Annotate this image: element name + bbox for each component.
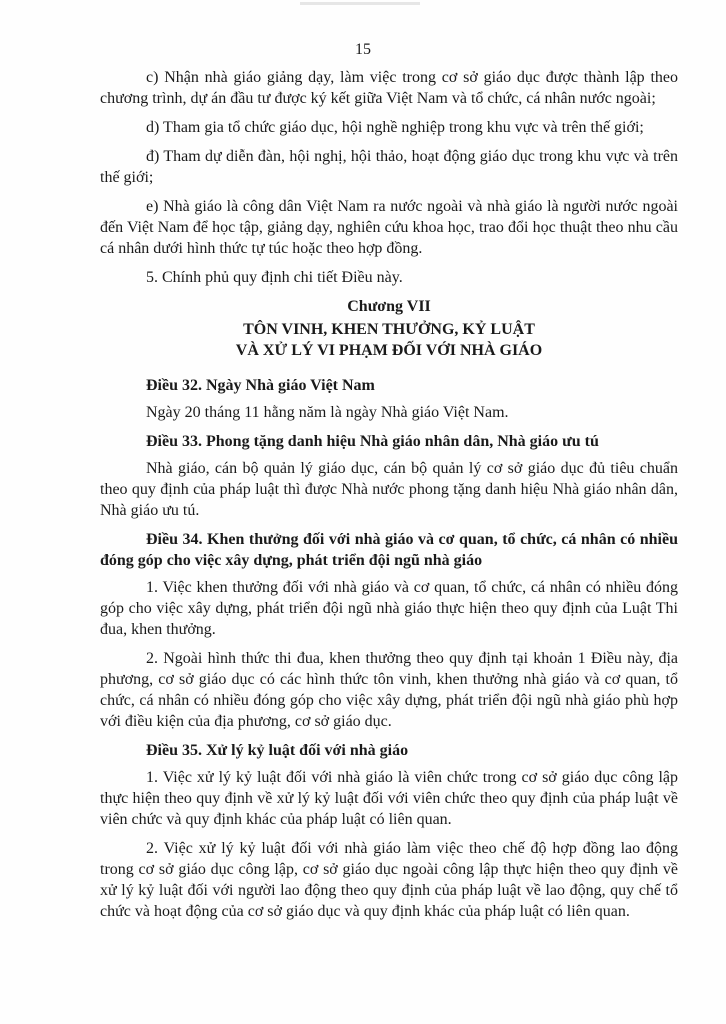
article-35-paragraph-2: 2. Việc xử lý kỷ luật đối với nhà giáo làm việc theo chế độ hợp đồng lao động trong cơ sở giáo dục công lập, cơ sở giáo dục ngoài công lập thực hiện theo quy định về xử lý kỷ luật đối với người lao động theo quy định của pháp luật về lao động, quy chế tổ chức và hoạt động của cơ sở giáo dục và quy định khác của pháp luật có liên quan. bbox=[100, 840, 678, 920]
paragraph-5: 5. Chính phủ quy định chi tiết Điều này. bbox=[146, 269, 403, 286]
paragraph-d: d) Tham gia tổ chức giáo dục, hội nghề nghiệp trong khu vực và trên thế giới; bbox=[146, 119, 644, 136]
article-32-paragraph: Ngày 20 tháng 11 hằng năm là ngày Nhà giáo Việt Nam. bbox=[146, 404, 509, 421]
article-34-paragraph-1: 1. Việc khen thưởng đối với nhà giáo và cơ quan, tổ chức, cá nhân có nhiều đóng góp cho việc xây dựng, phát triển đội ngũ nhà giáo thực hiện theo quy định của Luật Thi đua, khen thưởng. bbox=[100, 579, 678, 638]
paragraph-dd: đ) Tham dự diễn đàn, hội nghị, hội thảo, hoạt động giáo dục trong khu vực và trên thế giới; bbox=[100, 148, 678, 186]
scan-artifact bbox=[300, 2, 420, 5]
chapter-title-line-2: VÀ XỬ LÝ VI PHẠM ĐỐI VỚI NHÀ GIÁO bbox=[235, 342, 543, 359]
paragraph-c: c) Nhận nhà giáo giảng dạy, làm việc trong cơ sở giáo dục được thành lập theo chương trình, dự án đầu tư được ký kết giữa Việt Nam và tổ chức, cá nhân nước ngoài; bbox=[100, 69, 678, 107]
paragraph-e: e) Nhà giáo là công dân Việt Nam ra nước ngoài và nhà giáo là người nước ngoài đến Việt Nam để học tập, giảng dạy, nghiên cứu khoa học, trao đổi học thuật theo nhu cầu cá nhân dưới hình thức tự túc hoặc theo hợp đồng. bbox=[100, 198, 678, 257]
article-35-heading: Điều 35. Xử lý kỷ luật đối với nhà giáo bbox=[146, 742, 409, 759]
chapter-title-line-1: TÔN VINH, KHEN THƯỞNG, KỶ LUẬT bbox=[243, 321, 535, 338]
document-body bbox=[100, 67, 678, 930]
page-number: 15 bbox=[355, 41, 371, 58]
article-34-paragraph-2: 2. Ngoài hình thức thi đua, khen thưởng theo quy định tại khoản 1 Điều này, địa phương, cơ sở giáo dục có các hình thức tôn vinh, khen thưởng nhà giáo và cơ quan, tổ chức, cá nhân có nhiều đóng góp cho việc xây dựng, phát triển đội ngũ nhà giáo phù hợp với điều kiện của địa phương, cơ sở giáo dục. bbox=[100, 650, 678, 730]
article-32-heading: Điều 32. Ngày Nhà giáo Việt Nam bbox=[146, 377, 375, 394]
article-34-heading: Điều 34. Khen thưởng đối với nhà giáo và cơ quan, tổ chức, cá nhân có nhiều đóng góp cho việc xây dựng, phát triển đội ngũ nhà giáo bbox=[100, 531, 678, 569]
article-35-paragraph-1: 1. Việc xử lý kỷ luật đối với nhà giáo là viên chức trong cơ sở giáo dục công lập thực hiện theo quy định về xử lý kỷ luật đối với viên chức theo quy định của pháp luật về viên chức và quy định khác của pháp luật có liên quan. bbox=[100, 769, 678, 828]
chapter-label: Chương VII bbox=[347, 298, 431, 315]
article-33-heading: Điều 33. Phong tặng danh hiệu Nhà giáo nhân dân, Nhà giáo ưu tú bbox=[146, 433, 599, 450]
article-33-paragraph: Nhà giáo, cán bộ quản lý giáo dục, cán bộ quản lý cơ sở giáo dục đủ tiêu chuẩn theo quy định của pháp luật thì được Nhà nước phong tặng danh hiệu Nhà giáo nhân dân, Nhà giáo ưu tú. bbox=[100, 460, 678, 519]
chapter-title bbox=[100, 319, 678, 361]
